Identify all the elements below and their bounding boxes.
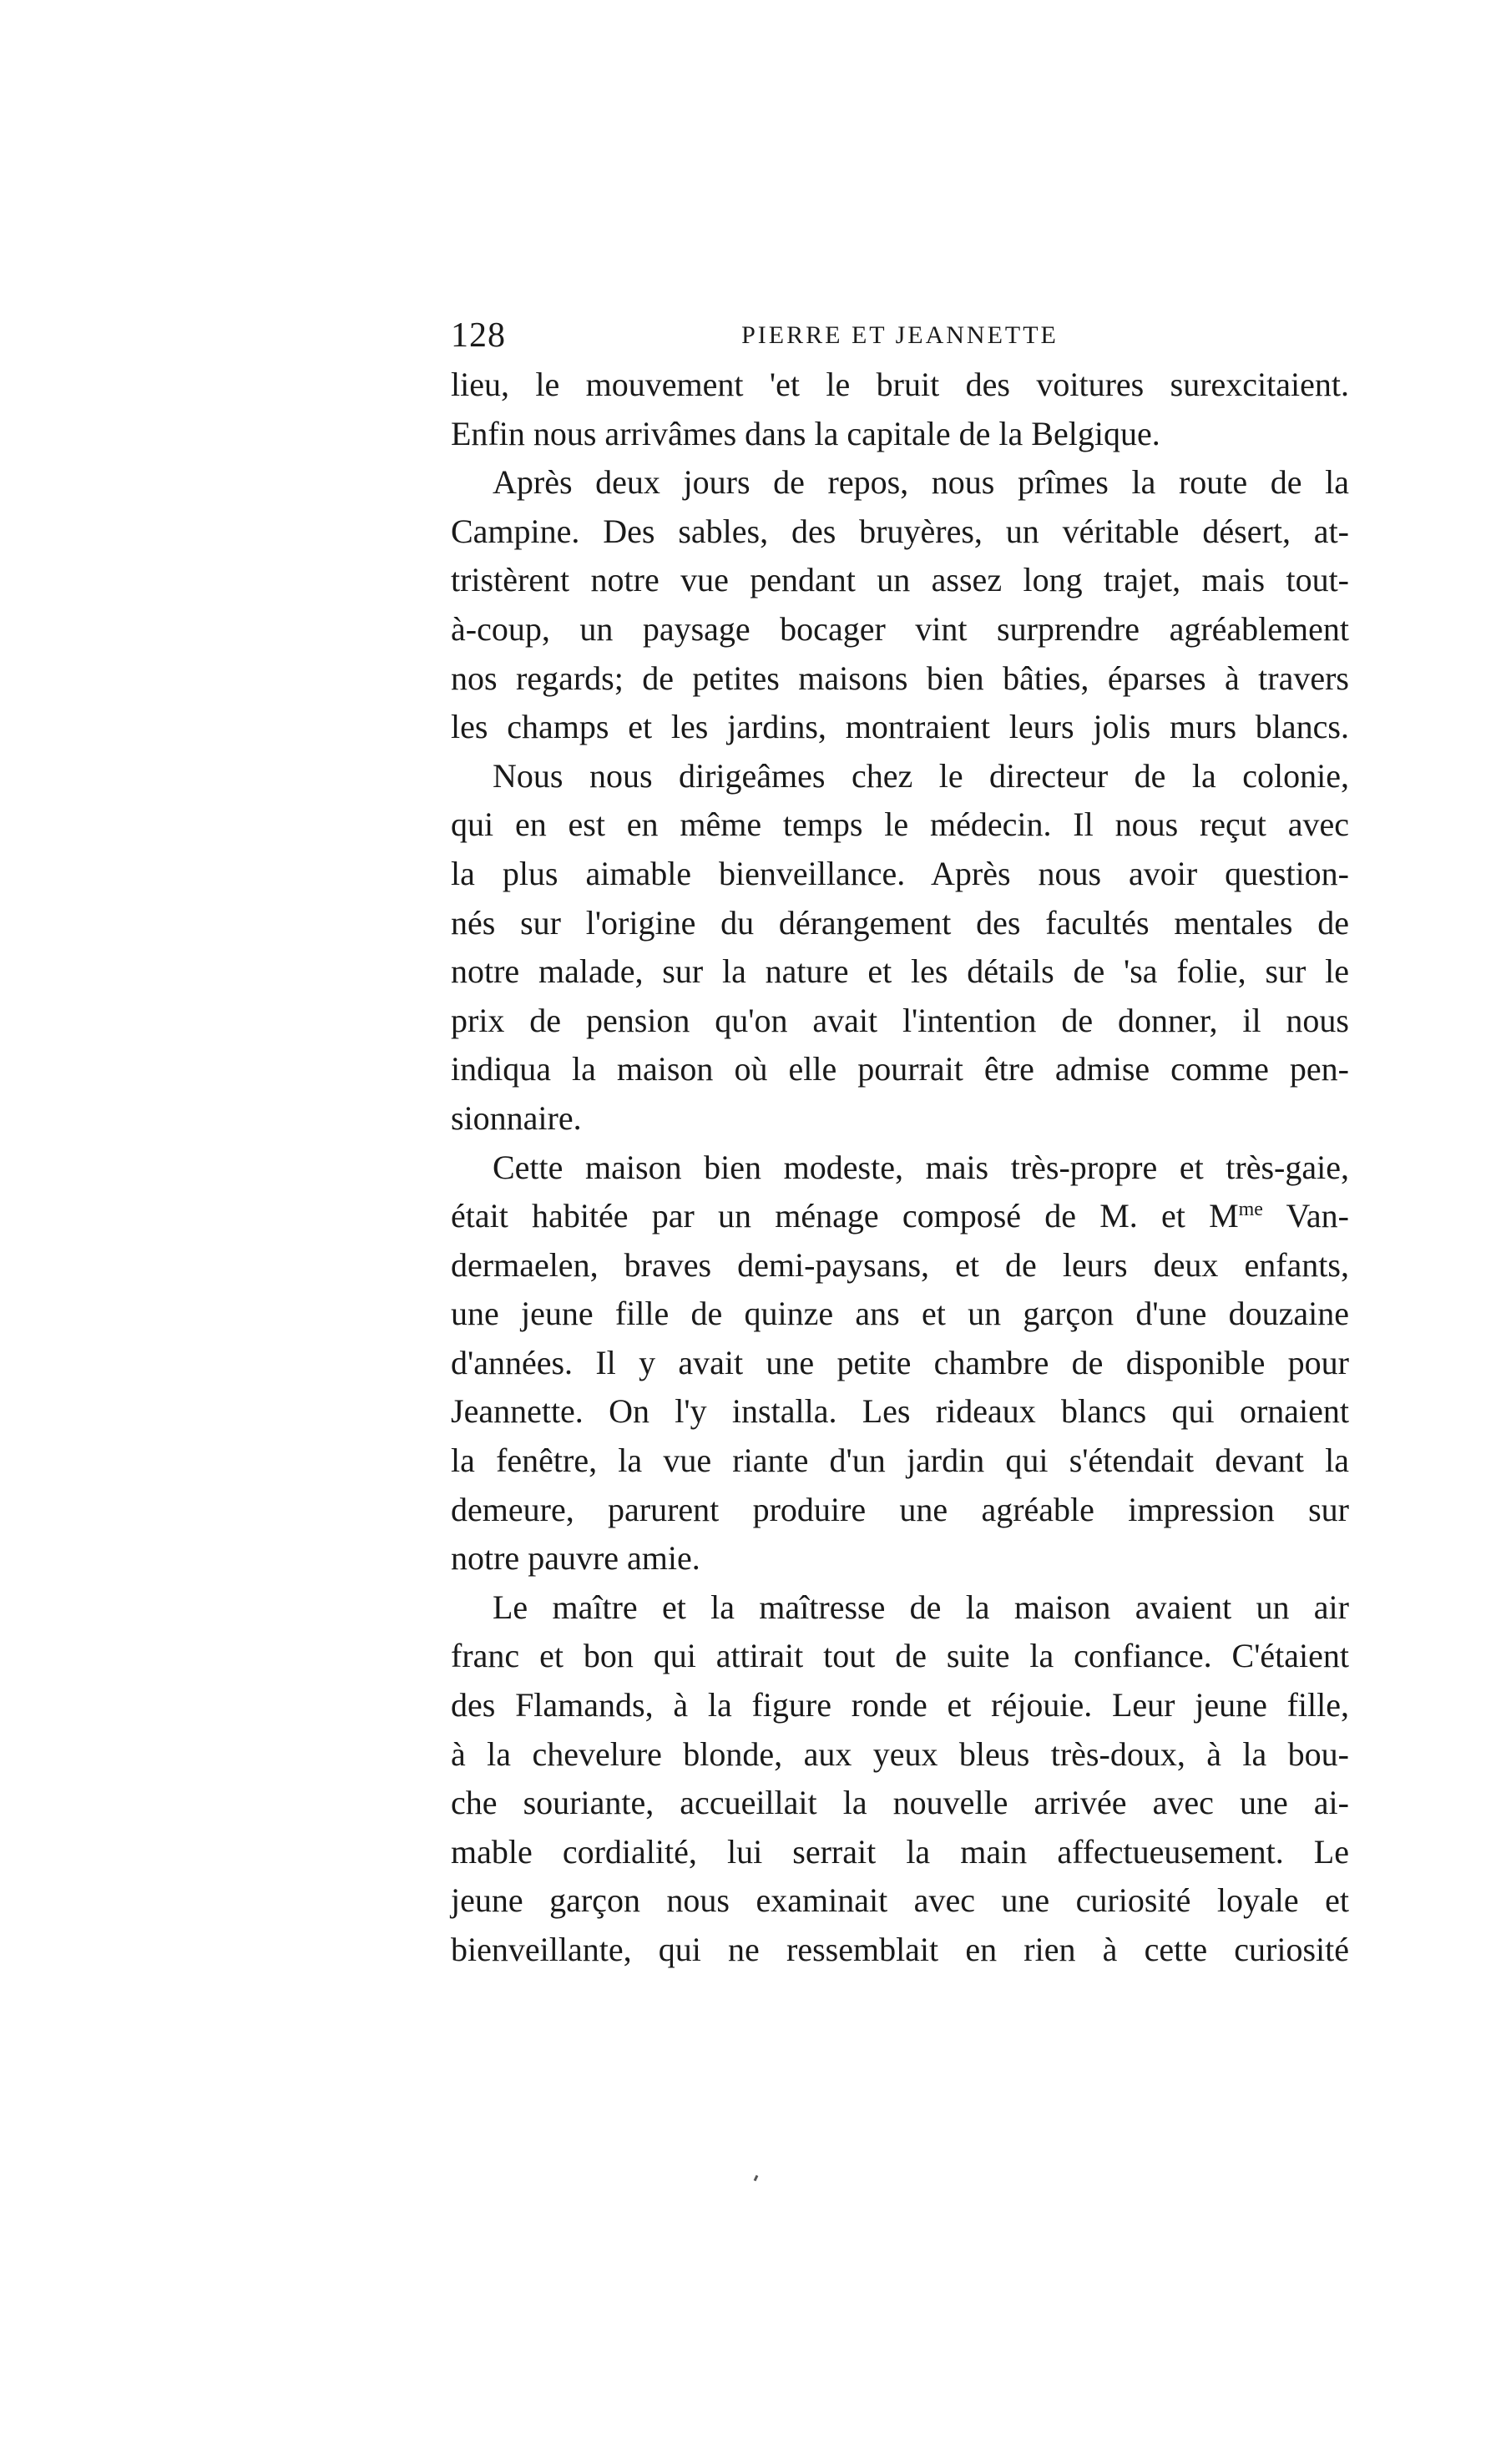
text-segment: était habitée par un ménage composé de M. et M (451, 1197, 1239, 1235)
text-line: Nous nous dirigeâmes chez le directeur de la colonie, (493, 756, 1349, 795)
text-line: che souriante, accueillait la nouvelle arrivée avec une ai- (451, 1784, 1349, 1822)
text-line: dermaelen, braves demi-paysans, et de leurs deux enfants, (451, 1245, 1349, 1284)
text-line: la plus aimable bienveillance. Après nous avoir question- (451, 854, 1349, 892)
text-line: sionnaire. (451, 1098, 582, 1137)
text-line: Cette maison bien modeste, mais très-propre et très-gaie, (493, 1148, 1349, 1186)
text-line: la fenêtre, la vue riante d'un jardin qui s'étendait devant la (451, 1442, 1349, 1480)
text-line: une jeune fille de quinze ans et un garçon d'une douzaine (451, 1295, 1349, 1333)
text-line: notre pauvre amie. (451, 1539, 700, 1578)
text-line: Le maître et la maîtresse de la maison avaient un air (493, 1588, 1349, 1626)
text-line (451, 1192, 1349, 1241)
text-line: Campine. Des sables, des bruyères, un véritable désert, at- (451, 512, 1349, 550)
text-line: qui en est en même temps le médecin. Il nous reçut avec (451, 805, 1349, 844)
text-line: prix de pension qu'on avait l'intention de donner, il nous (451, 1001, 1349, 1039)
text-line: demeure, parurent produire une agréable impression sur (451, 1490, 1349, 1528)
text-line: bienveillante, qui ne ressemblait en rien à cette curiosité (451, 1931, 1349, 1968)
running-title: PIERRE ET JEANNETTE (741, 321, 1059, 349)
text-line: jeune garçon nous examinait avec une curiosité loyale et (451, 1881, 1349, 1920)
page-number: 128 (451, 316, 506, 355)
text-line: lieu, le mouvement 'et le bruit des voitures surexcitaient. (451, 366, 1349, 403)
text-line: mable cordialité, lui serrait la main affectueusement. Le (451, 1832, 1349, 1871)
text-line: indiqua la maison où elle pourrait être admise comme pen- (451, 1050, 1349, 1088)
text-line: nés sur l'origine du dérangement des facultés mentales de (451, 903, 1349, 942)
text-line: les champs et les jardins, montraient leurs jolis murs blancs. (451, 708, 1349, 746)
text-line: des Flamands, à la figure ronde et réjouie. Leur jeune fille, (451, 1686, 1349, 1724)
text-line: Après deux jours de repos, nous prîmes la route de la (493, 463, 1349, 502)
running-head (451, 311, 1349, 361)
text-line: notre malade, sur la nature et les détails de 'sa folie, sur le (451, 952, 1349, 991)
ink-speck (754, 2175, 759, 2182)
text-line: à la chevelure blonde, aux yeux bleus très-doux, à la bou- (451, 1734, 1349, 1773)
text-line: à-coup, un paysage bocager vint surprendre agréablement (451, 609, 1349, 648)
text-line: franc et bon qui attirait tout de suite la confiance. C'étaient (451, 1637, 1349, 1675)
text-line: Jeannette. On l'y installa. Les rideaux blancs qui ornaient (451, 1392, 1349, 1431)
text-line: tristèrent notre vue pendant un assez long trajet, mais tout- (451, 561, 1349, 599)
body-text (451, 361, 1349, 1975)
text-line: d'années. Il y avait une petite chambre de disponible pour (451, 1343, 1349, 1381)
superscript-abbrev: me (1238, 1199, 1263, 1221)
text-line: nos regards; de petites maisons bien bâties, éparses à travers (451, 659, 1349, 697)
text-line: Enfin nous arrivâmes dans la capitale de la Belgique. (451, 414, 1160, 452)
text-segment: Van- (1262, 1197, 1349, 1235)
